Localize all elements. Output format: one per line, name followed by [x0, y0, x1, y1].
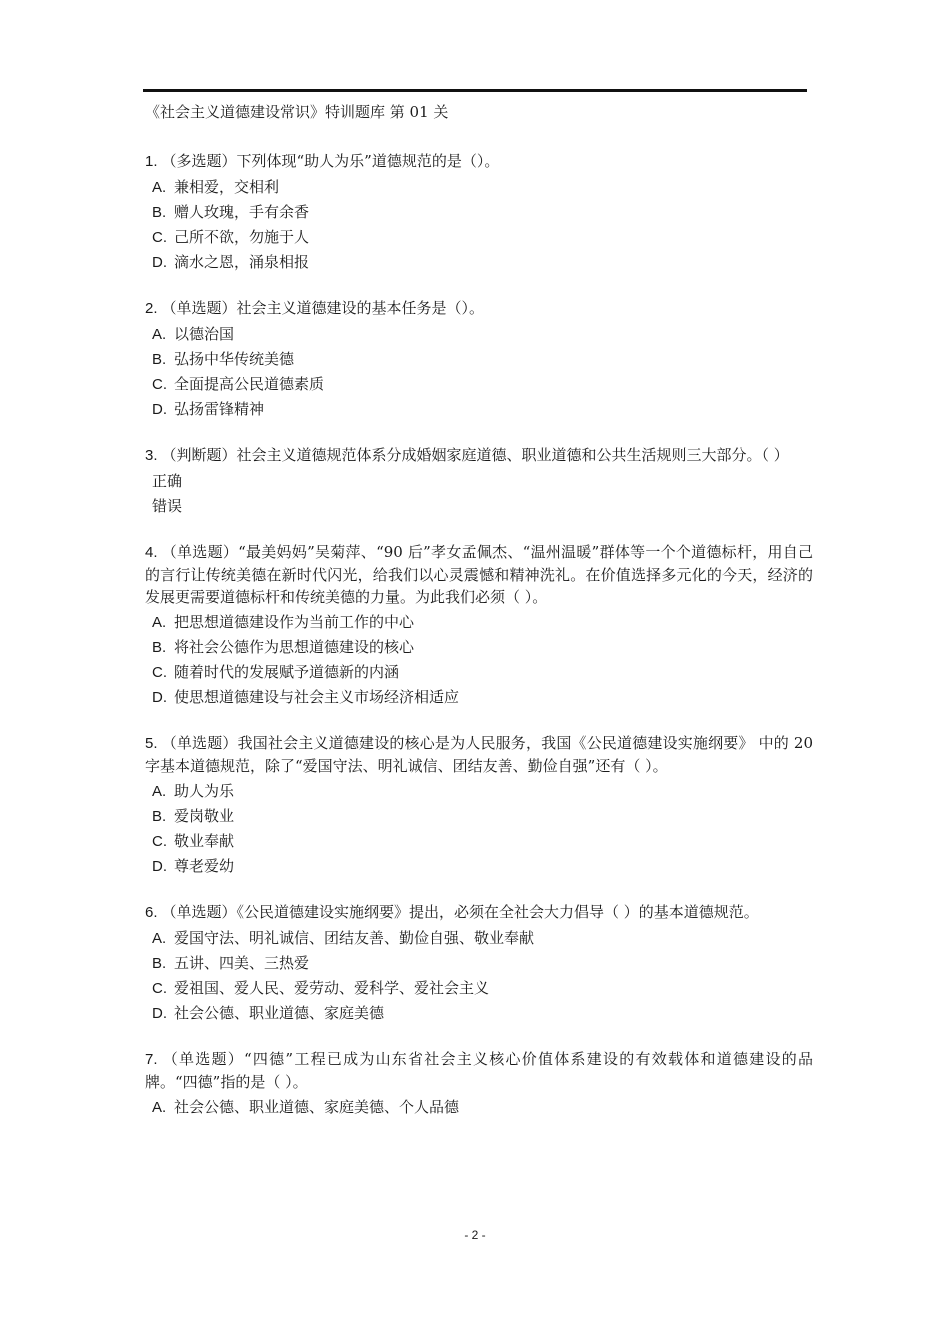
answer-option [145, 686, 813, 711]
answer-option [145, 348, 813, 373]
answer-option [145, 201, 813, 226]
option-letter: D. [152, 1005, 167, 1022]
question-number: 5. [145, 735, 158, 752]
option-letter: B. [152, 955, 167, 972]
option-text: 社会公德、职业道德、家庭美德 [174, 1004, 385, 1022]
question-block [145, 1048, 813, 1121]
option-text: 将社会公德作为思想道德建设的核心 [174, 638, 415, 656]
option-text: 尊老爱幼 [174, 857, 235, 875]
question-stem [145, 732, 813, 777]
option-text: 把思想道德建设作为当前工作的中心 [174, 613, 415, 631]
question-text: （单选题）我国社会主义道德建设的核心是为人民服务，我国《公民道德建设实施纲要》 中的 20 字基本道德规范，除了“爱国守法、明礼诚信、团结友善、勤俭自强”还有（ ）。 [145, 734, 813, 775]
option-text: 滴水之恩，涌泉相报 [174, 253, 310, 271]
option-letter: C. [152, 664, 167, 681]
option-text: 五讲、四美、三热爱 [174, 954, 310, 972]
option-letter: A. [152, 326, 167, 343]
option-letter: B. [152, 204, 167, 221]
option-text: 敬业奉献 [174, 832, 235, 850]
question-number: 2. [145, 300, 158, 317]
option-letter: A. [152, 614, 167, 631]
option-text: 使思想道德建设与社会主义市场经济相适应 [174, 688, 460, 706]
option-letter: B. [152, 351, 167, 368]
question-block [145, 541, 813, 711]
option-letter: D. [152, 858, 167, 875]
option-letter: D. [152, 254, 167, 271]
option-letter: A. [152, 1099, 167, 1116]
answer-option [145, 1002, 813, 1027]
question-list [145, 150, 813, 1142]
option-text: 助人为乐 [174, 782, 235, 800]
answer-option [145, 176, 813, 201]
option-letter: D. [152, 689, 167, 706]
question-block [145, 901, 813, 1027]
option-text: 随着时代的发展赋予道德新的内涵 [174, 663, 400, 681]
answer-option [145, 323, 813, 348]
option-text: 赠人玫瑰，手有余香 [174, 203, 310, 221]
question-stem [145, 297, 813, 320]
option-text: 以德治国 [174, 325, 235, 343]
answer-option [145, 977, 813, 1002]
answer-option [145, 805, 813, 830]
answer-option [145, 661, 813, 686]
option-text: 弘扬雷锋精神 [174, 400, 265, 418]
page-number: - 2 - [464, 1228, 486, 1242]
question-stem [145, 444, 813, 467]
answer-option [145, 1096, 813, 1121]
option-letter: A. [152, 783, 167, 800]
option-text: 社会公德、职业道德、家庭美德、个人品德 [174, 1098, 460, 1116]
answer-option [145, 373, 813, 398]
question-text: （单选题）《公民道德建设实施纲要》提出，必须在全社会大力倡导（ ）的基本道德规范。 [161, 903, 759, 921]
option-text: 己所不欲，勿施于人 [174, 228, 310, 246]
question-text: （单选题）社会主义道德建设的基本任务是（）。 [161, 299, 485, 317]
answer-option [145, 470, 813, 495]
question-text: （判断题）社会主义道德规范体系分成婚姻家庭道德、职业道德和公共生活规则三大部分。（ ） [161, 446, 789, 464]
question-text: （单选题）“最美妈妈”吴菊萍、“90 后”孝女孟佩杰、“温州温暖”群体等一个个道德标杆，用自己的言行让传统美德在新时代闪光，给我们以心灵震憾和精神洗礼。在价值选择多元化的今天，经济的发展更需要道德标杆和传统美德的力量。为此我们必须（ ）。 [145, 543, 813, 606]
option-text: 弘扬中华传统美德 [174, 350, 295, 368]
answer-option [145, 952, 813, 977]
option-letter: C. [152, 833, 167, 850]
answer-option [145, 636, 813, 661]
question-stem [145, 150, 813, 173]
option-text: 爱祖国、爱人民、爱劳动、爱科学、爱社会主义 [174, 979, 490, 997]
question-stem [145, 901, 813, 924]
option-letter: D. [152, 401, 167, 418]
question-number: 7. [145, 1051, 158, 1068]
option-text: 正确 [152, 472, 183, 490]
option-text: 错误 [152, 497, 183, 515]
answer-option [145, 226, 813, 251]
option-letter: B. [152, 639, 167, 656]
option-letter: A. [152, 179, 167, 196]
option-letter: C. [152, 376, 167, 393]
question-block [145, 444, 813, 520]
option-text: 爱岗敬业 [174, 807, 235, 825]
answer-option [145, 495, 813, 520]
question-stem [145, 541, 813, 608]
answer-option [145, 927, 813, 952]
header-rule [143, 89, 807, 92]
question-number: 1. [145, 153, 158, 170]
option-text: 兼相爱，交相利 [174, 178, 280, 196]
question-text: （多选题）下列体现“助人为乐”道德规范的是（）。 [161, 152, 500, 170]
answer-option [145, 611, 813, 636]
answer-option [145, 398, 813, 423]
question-block [145, 150, 813, 276]
option-letter: C. [152, 229, 167, 246]
question-stem [145, 1048, 813, 1093]
question-number: 4. [145, 544, 158, 561]
answer-option [145, 855, 813, 880]
option-letter: B. [152, 808, 167, 825]
option-letter: A. [152, 930, 167, 947]
question-text: （单选题）“四德”工程已成为山东省社会主义核心价值体系建设的有效载体和道德建设的品牌。“四德”指的是（ ）。 [145, 1050, 813, 1091]
option-text: 爱国守法、明礼诚信、团结友善、勤俭自强、敬业奉献 [174, 929, 535, 947]
question-number: 6. [145, 904, 158, 921]
option-letter: C. [152, 980, 167, 997]
answer-option [145, 251, 813, 276]
question-number: 3. [145, 447, 158, 464]
answer-option [145, 780, 813, 805]
header-title: 《社会主义道德建设常识》特训题库 第 01 关 [145, 103, 449, 121]
question-block [145, 297, 813, 423]
question-block [145, 732, 813, 880]
answer-option [145, 830, 813, 855]
option-text: 全面提高公民道德素质 [174, 375, 325, 393]
